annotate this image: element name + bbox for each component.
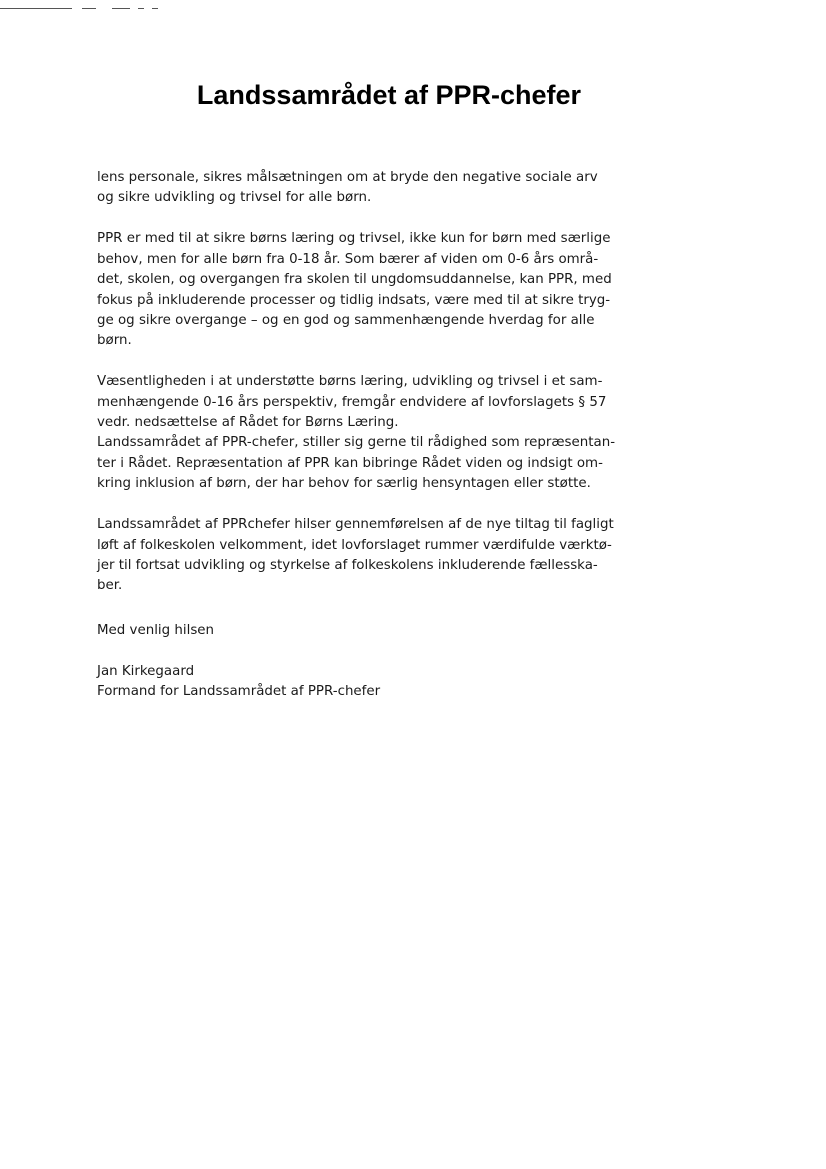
text-line: vedr. nedsættelse af Rådet for Børns Læring.	[97, 415, 399, 431]
document-title: Landssamrådet af PPR-chefer	[196, 80, 582, 110]
text-line: det, skolen, og overgangen fra skolen til ungdomsuddannelse, kan PPR, med	[97, 272, 612, 288]
text-line: ge og sikre overgange – og en god og sammenhængende hverdag for alle	[97, 312, 595, 328]
text-line: Landssamrådet af PPRchefer hilser gennemførelsen af de nye tiltag til fagligt	[97, 517, 614, 533]
text-line: fokus på inkluderende processer og tidlig indsats, være med til at sikre tryg-	[97, 292, 611, 308]
text-line: børn.	[97, 333, 132, 349]
paragraph-ppr-role	[97, 229, 637, 351]
paragraph-welcome	[97, 515, 637, 597]
text-line: kring inklusion af børn, der har behov for særlig hensyntagen eller støtte.	[97, 476, 591, 492]
text-line: jer til fortsat udvikling og styrkelse af folkeskolens inkluderende fællesska-	[97, 558, 598, 573]
signature-role: Formand for Landssamrådet af PPR-chefer	[97, 684, 381, 700]
text-line: løft af folkeskolen velkomment, idet lovforslaget rummer værdifulde værktø-	[97, 537, 612, 553]
text-line: lens personale, sikres målsætningen om at bryde den negative sociale arv	[97, 170, 598, 185]
text-line: PPR er med til at sikre børns læring og trivsel, ikke kun for børn med særlige	[97, 231, 611, 247]
text-line: Væsentligheden i at understøtte børns læring, udvikling og trivsel i et sam-	[97, 374, 603, 390]
scan-artifact-marks	[0, 8, 170, 12]
text-line: ber.	[97, 578, 123, 594]
text-line: ter i Rådet. Repræsentation af PPR kan bibringe Rådet viden og indsigt om-	[97, 455, 603, 471]
text-line: behov, men for alle børn fra 0-18 år. Som bærer af viden om 0-6 års områ-	[97, 251, 599, 267]
closing	[97, 621, 637, 641]
signature-name: Jan Kirkegaard	[97, 663, 195, 679]
text-line: menhængende 0-16 års perspektiv, fremgår endvidere af lovforslagets § 57	[97, 394, 607, 410]
paragraph-council	[97, 372, 637, 494]
text-line: og sikre udvikling og trivsel for alle børn.	[97, 190, 372, 206]
text-line: Landssamrådet af PPR-chefer, stiller sig gerne til rådighed som repræsentan-	[97, 435, 616, 451]
signature-block	[97, 662, 637, 703]
closing-text: Med venlig hilsen	[97, 622, 215, 638]
paragraph-intro	[97, 168, 637, 209]
document-body	[97, 168, 637, 723]
